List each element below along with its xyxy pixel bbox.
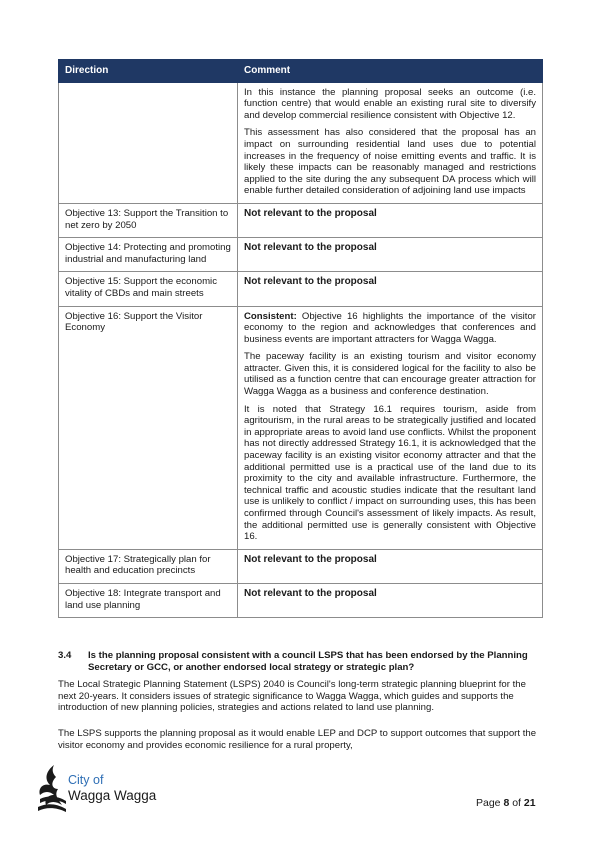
wagga-wagga-river-logo-icon <box>36 763 68 815</box>
comment-paragraph: In this instance the planning proposal seeks an outcome (i.e. function centre) that would enable an existing rural site to diversify and develop commercial resilience consistent with Objective 12. <box>244 86 536 121</box>
logo-text <box>68 773 156 803</box>
comment-cell: Not relevant to the proposal <box>238 238 543 272</box>
comment-paragraph <box>244 311 536 346</box>
page-number <box>476 797 536 809</box>
section-3-4 <box>58 650 543 751</box>
header-direction: Direction <box>59 60 238 83</box>
comment-cell: Not relevant to the proposal <box>238 549 543 583</box>
section-number: 3.4 <box>58 650 72 661</box>
comment-cell: Not relevant to the proposal <box>238 583 543 617</box>
page-of: of <box>509 797 524 809</box>
table-row <box>59 203 543 237</box>
direction-cell: Objective 14: Protecting and promoting industrial and manufacturing land <box>59 238 238 272</box>
table-row <box>59 272 543 306</box>
table-row <box>59 306 543 549</box>
page-current: 8 <box>503 797 510 809</box>
logo-city-of: City of <box>68 773 104 787</box>
page-total: 21 <box>523 797 536 809</box>
table-row <box>59 549 543 583</box>
logo-wagga-wagga: Wagga Wagga <box>68 788 157 803</box>
section-paragraph: The Local Strategic Planning Statement (LSPS) 2040 is Council's long-term strategic planning blueprint for the next 20-years. It considers issues of strategic significance to Wagga Wagga, which guides and supports the introduction of new planning policies, strategies and actions related to land use planning. <box>58 679 526 714</box>
table-row <box>59 82 543 203</box>
direction-cell: Objective 15: Support the economic vitality of CBDs and main streets <box>59 272 238 306</box>
comment-cell: Not relevant to the proposal <box>238 203 543 237</box>
directions-table <box>58 59 543 618</box>
comment-cell <box>238 82 543 203</box>
header-comment: Comment <box>238 60 543 83</box>
table-row <box>59 583 543 617</box>
section-paragraph: The LSPS supports the planning proposal as it would enable LEP and DCP to support outcomes that support the visitor economy and provides economic resilience for a rural property, <box>58 727 537 751</box>
direction-cell: Objective 18: Integrate transport and land use planning <box>59 583 238 617</box>
section-title: Is the planning proposal consistent with a council LSPS that has been endorsed by the Planning Secretary or GCC, or another endorsed local strategy or strategic plan? <box>88 650 528 673</box>
document-body <box>58 59 543 618</box>
comment-text: Objective 16 highlights the importance of the visitor economy to the region and acknowledges that conferences and business events are important attracters for Wagga Wagga. <box>244 310 536 345</box>
comment-paragraph: The paceway facility is an existing tourism and visitor economy attracter. Given this, it is considered logical for the facility to also be utilised as a function centre that can encourage greater attraction for Wagga Wagga as a business and conference destination. <box>244 351 536 398</box>
comment-cell <box>238 306 543 549</box>
direction-cell: Objective 13: Support the Transition to net zero by 2050 <box>59 203 238 237</box>
comment-cell: Not relevant to the proposal <box>238 272 543 306</box>
section-heading <box>58 650 543 673</box>
direction-cell: Objective 16: Support the Visitor Economy <box>59 306 238 549</box>
table-row <box>59 238 543 272</box>
direction-cell <box>59 82 238 203</box>
council-logo <box>36 763 166 818</box>
direction-cell: Objective 17: Strategically plan for health and education precincts <box>59 549 238 583</box>
comment-paragraph: It is noted that Strategy 16.1 requires tourism, aside from agritourism, in the rural areas to be strategically justified and located in appropriate areas to avoid land use conflicts. Whilst the proponent has not directly addressed Strategy 16.1, it is acknowledged that the paceway facility is an existing visitor economy attracter and that the additional permitted use is a practical use of the land due to its proximity to the city and available infrastructure. Furthermore, the technical traffic and acoustic studies indicate that the resultant land use is unlikely to conflict / impact on surrounding uses, this has been confirmed through Council's assessment of likely impacts. As result, the additional permitted use is generally consistent with Objective 16. <box>244 403 536 543</box>
page-prefix: Page <box>476 797 504 809</box>
table-header-row <box>59 60 543 83</box>
comment-paragraph: This assessment has also considered that the proposal has an impact on surrounding residential land uses due to potential increases in the frequency of noise emitting events and traffic. It is likely these impacts can be reasonably managed and restrictions applied to the site during the any subsequent DA process which will enable further detailed consideration of adjoining land use impacts <box>244 127 536 197</box>
consistent-label: Consistent: <box>244 310 297 322</box>
